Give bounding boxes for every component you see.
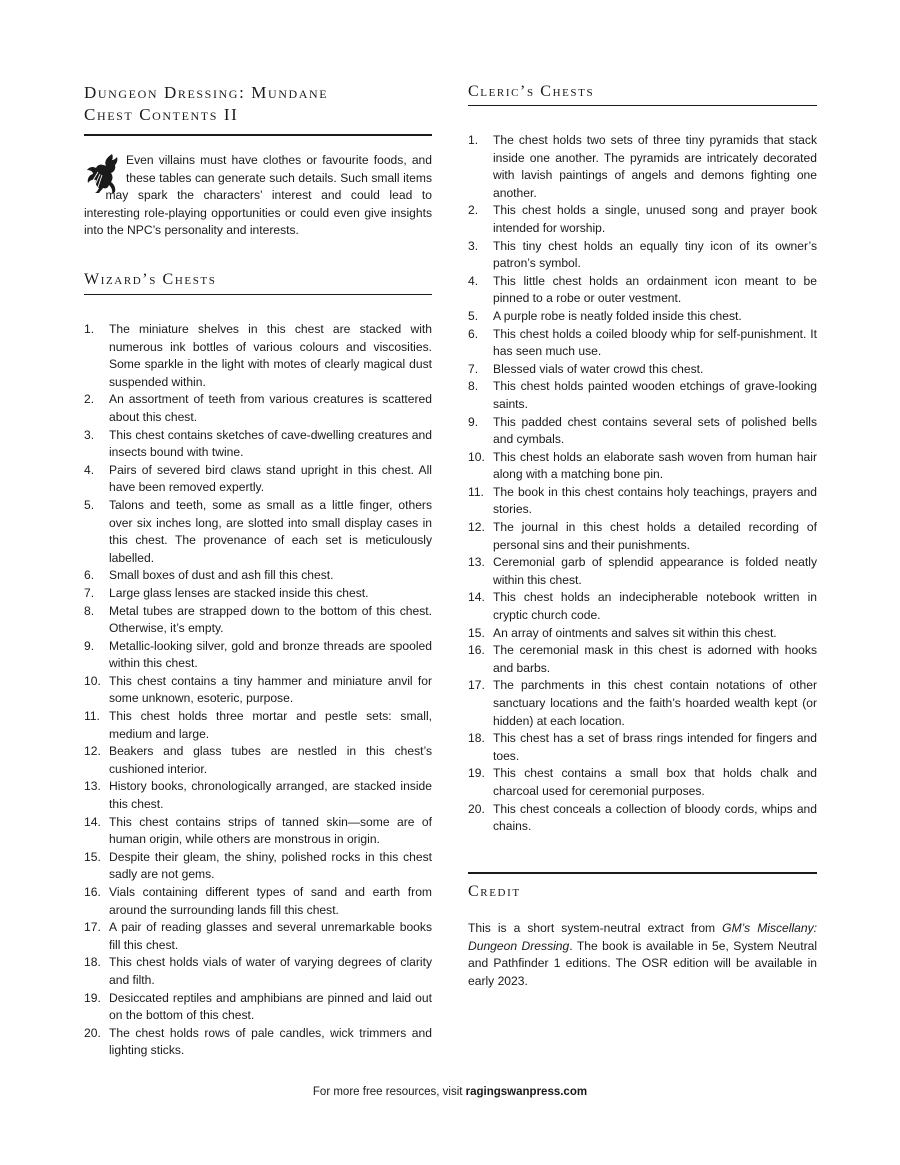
item-text: The ceremonial mask in this chest is adorned with hooks and barbs. xyxy=(493,643,817,675)
intro-paragraph xyxy=(84,152,432,240)
wizard-item xyxy=(84,603,432,638)
item-number: 2. xyxy=(468,203,479,218)
item-text: The chest holds two sets of three tiny pyramids that stack inside one another. The pyramids are intricately decorated with lavish paintings of angels and demons fighting one another. xyxy=(493,133,817,200)
cleric-item xyxy=(468,730,817,765)
item-number: 14. xyxy=(468,590,485,605)
item-number: 9. xyxy=(468,414,479,429)
wizard-item xyxy=(84,708,432,743)
cleric-item xyxy=(468,132,817,202)
cleric-item xyxy=(468,308,817,326)
item-number: 11. xyxy=(84,709,100,724)
item-number: 8. xyxy=(84,603,95,618)
item-number: 8. xyxy=(468,379,479,394)
item-text: This chest holds vials of water of varying degrees of clarity and filth. xyxy=(109,955,432,987)
cleric-item xyxy=(468,273,817,308)
item-text: This chest holds a single, unused song and prayer book intended for worship. xyxy=(493,203,817,235)
wizard-item xyxy=(84,1025,432,1060)
credit-book-title: GM’s Miscellany: Dungeon Dressing xyxy=(468,921,818,953)
item-number: 10. xyxy=(84,673,101,688)
item-text: This chest conceals a collection of bloody cords, whips and chains. xyxy=(493,801,817,834)
credit-paragraph xyxy=(468,920,817,990)
item-text: An assortment of teeth from various creatures is scattered about this chest. xyxy=(109,392,432,424)
cleric-item xyxy=(468,202,817,237)
item-number: 4. xyxy=(468,273,479,288)
cleric-item xyxy=(468,414,817,449)
item-text: Small boxes of dust and ash fill this chest. xyxy=(109,568,334,583)
item-text: This chest holds an indecipherable notebook written in cryptic church code. xyxy=(493,590,817,623)
item-text: Vials containing different types of sand and earth from around the surrounding lands fill this chest. xyxy=(109,885,432,917)
item-number: 9. xyxy=(84,638,95,653)
item-text: The book in this chest contains holy teachings, prayers and stories. xyxy=(493,484,817,517)
wizard-item xyxy=(84,427,432,462)
item-number: 16. xyxy=(468,643,485,658)
wizard-item xyxy=(84,497,432,567)
item-number: 1. xyxy=(468,133,479,147)
wizard-item xyxy=(84,814,432,849)
cleric-item xyxy=(468,765,817,800)
item-number: 2. xyxy=(84,392,95,407)
item-text: This tiny chest holds an equally tiny icon of its owner’s patron’s symbol. xyxy=(493,238,817,271)
item-text: Beakers and glass tubes are nestled in this chest’s cushioned interior. xyxy=(109,744,432,776)
item-text: A purple robe is neatly folded inside this chest. xyxy=(493,308,742,323)
wizard-item xyxy=(84,849,432,884)
item-number: 7. xyxy=(84,585,95,600)
item-number: 17. xyxy=(468,678,485,693)
item-number: 14. xyxy=(84,814,101,829)
cleric-item xyxy=(468,449,817,484)
item-text: This chest holds a coiled bloody whip for self-punishment. It has seen much use. xyxy=(493,326,817,359)
item-text: Ceremonial garb of splendid appearance is folded neatly within this chest. xyxy=(493,555,817,587)
item-text: This chest contains strips of tanned skin—some are of human origin, while others are monstrous in origin. xyxy=(109,814,432,847)
cleric-heading: Cleric’s Chests xyxy=(468,83,595,100)
wizard-item xyxy=(84,919,432,954)
credit-text-before: This is a short system-neutral extract from xyxy=(468,921,723,935)
cleric-item xyxy=(468,589,817,624)
cleric-item xyxy=(468,326,817,361)
wizard-heading-rule xyxy=(84,294,432,295)
footer-link[interactable]: ragingswanpress.com xyxy=(465,1086,588,1098)
item-number: 4. xyxy=(84,462,95,477)
item-number: 11. xyxy=(468,484,484,499)
cleric-item xyxy=(468,642,817,677)
item-text: Talons and teeth, some as small as a little finger, others over six inches long, are slotted into small display cases in this chest. The provenance of each set is meticulously labelled. xyxy=(109,497,432,565)
cleric-item xyxy=(468,625,817,643)
item-text: The miniature shelves in this chest are stacked with numerous ink bottles of various colours and viscosities. Some sparkle in the light with motes of clearly magical dust suspended within. xyxy=(109,322,432,389)
wizard-item xyxy=(84,743,432,778)
item-text: Pairs of severed bird claws stand upright in this chest. All have been removed expertly. xyxy=(109,462,432,495)
item-text: This chest contains a small box that holds chalk and charcoal used for ceremonial purposes. xyxy=(493,766,817,798)
credit-text-after: . The book is available in 5e, System Neutral and Pathfinder 1 editions. The OSR edition will be available in early 2023. xyxy=(468,938,818,988)
item-text: This chest contains a tiny hammer and miniature anvil for some unknown, esoteric, purpose. xyxy=(109,673,432,706)
item-text: This chest holds an elaborate sash woven from human hair along with a matching bone pin. xyxy=(493,449,817,482)
item-number: 20. xyxy=(468,801,485,816)
item-number: 18. xyxy=(468,731,485,746)
item-number: 19. xyxy=(468,766,485,781)
item-text: Blessed vials of water crowd this chest. xyxy=(493,361,704,376)
item-text: This padded chest contains several sets of polished bells and cymbals. xyxy=(493,414,817,447)
cleric-item xyxy=(468,361,817,379)
credit-top-rule xyxy=(468,872,817,874)
item-text: This chest holds painted wooden etchings of grave-looking saints. xyxy=(493,379,817,411)
wizard-item xyxy=(84,884,432,919)
cleric-table xyxy=(468,132,817,836)
item-text: The journal in this chest holds a detailed recording of personal sins and their punishments. xyxy=(493,520,817,552)
item-text: This chest holds three mortar and pestle sets: small, medium and large. xyxy=(109,709,432,741)
wizard-item xyxy=(84,321,432,391)
item-number: 15. xyxy=(468,625,485,640)
item-number: 16. xyxy=(84,885,101,899)
item-number: 3. xyxy=(84,427,95,442)
title-rule xyxy=(84,134,432,136)
wizard-item xyxy=(84,954,432,989)
item-text: The parchments in this chest contain notations of other sanctuary locations and the faith’s hoarded wealth kept (or hidden) at each location. xyxy=(493,678,817,728)
cleric-item xyxy=(468,519,817,554)
item-number: 15. xyxy=(84,849,101,864)
wizard-heading: Wizard’s Chests xyxy=(84,271,217,288)
item-text: This chest contains sketches of cave-dwelling creatures and insects bound with twine. xyxy=(109,427,432,460)
item-number: 1. xyxy=(84,322,95,336)
cleric-item xyxy=(468,484,817,519)
item-text: A pair of reading glasses and several unremarkable books fill this chest. xyxy=(109,920,432,952)
item-text: Metal tubes are strapped down to the bottom of this chest. Otherwise, it’s empty. xyxy=(109,603,432,636)
item-number: 20. xyxy=(84,1025,101,1040)
item-number: 12. xyxy=(84,744,101,759)
wizard-item xyxy=(84,778,432,813)
title-line-2: Chest Contents II xyxy=(84,105,239,124)
cleric-item xyxy=(468,378,817,413)
wizard-item xyxy=(84,990,432,1025)
item-number: 13. xyxy=(84,779,101,794)
item-number: 3. xyxy=(468,238,479,253)
item-text: Large glass lenses are stacked inside this chest. xyxy=(109,585,369,600)
cleric-item xyxy=(468,801,817,836)
item-number: 18. xyxy=(84,955,101,970)
item-text: The chest holds rows of pale candles, wick trimmers and lighting sticks. xyxy=(109,1025,432,1058)
wizard-item xyxy=(84,462,432,497)
item-text: Metallic-looking silver, gold and bronze threads are spooled within this chest. xyxy=(109,638,432,671)
wizard-item xyxy=(84,673,432,708)
cleric-item xyxy=(468,677,817,730)
wizard-item xyxy=(84,567,432,585)
item-number: 6. xyxy=(468,326,479,341)
item-text: Desiccated reptiles and amphibians are pinned and laid out on the bottom of this chest. xyxy=(109,990,432,1023)
wizard-item xyxy=(84,638,432,673)
item-number: 10. xyxy=(468,449,485,464)
wizard-table xyxy=(84,321,432,1060)
title-line-1: Dungeon Dressing: Mundane xyxy=(84,83,329,102)
item-text: History books, chronologically arranged, are stacked inside this chest. xyxy=(109,779,432,812)
footer-text: For more free resources, visit xyxy=(312,1086,466,1098)
item-number: 19. xyxy=(84,990,101,1005)
credit-heading: Credit xyxy=(468,883,521,900)
cleric-item xyxy=(468,554,817,589)
item-text: This little chest holds an ordainment icon meant to be pinned to a robe or outer vestment. xyxy=(493,273,817,306)
item-number: 17. xyxy=(84,920,101,935)
wizard-item xyxy=(84,391,432,426)
item-number: 6. xyxy=(84,568,95,583)
intro-text: Even villains must have clothes or favourite foods, and these tables can generate such details. Such small items may spark the characters’ interest and could lead to interesting role-playing opportunities or could even give insights into the NPC’s personality and interests. xyxy=(84,153,432,237)
footer xyxy=(0,1086,900,1098)
item-number: 5. xyxy=(84,497,95,512)
item-text: This chest has a set of brass rings intended for fingers and toes. xyxy=(493,731,817,763)
item-number: 5. xyxy=(468,308,479,323)
wizard-item xyxy=(84,585,432,603)
item-number: 13. xyxy=(468,555,485,570)
item-number: 7. xyxy=(468,361,479,376)
cleric-item xyxy=(468,238,817,273)
item-text: Despite their gleam, the shiny, polished rocks in this chest sadly are not gems. xyxy=(109,849,432,882)
cleric-heading-rule xyxy=(468,105,817,106)
item-text: An array of ointments and salves sit within this chest. xyxy=(493,625,777,640)
page-title xyxy=(84,82,432,126)
item-number: 12. xyxy=(468,520,485,535)
